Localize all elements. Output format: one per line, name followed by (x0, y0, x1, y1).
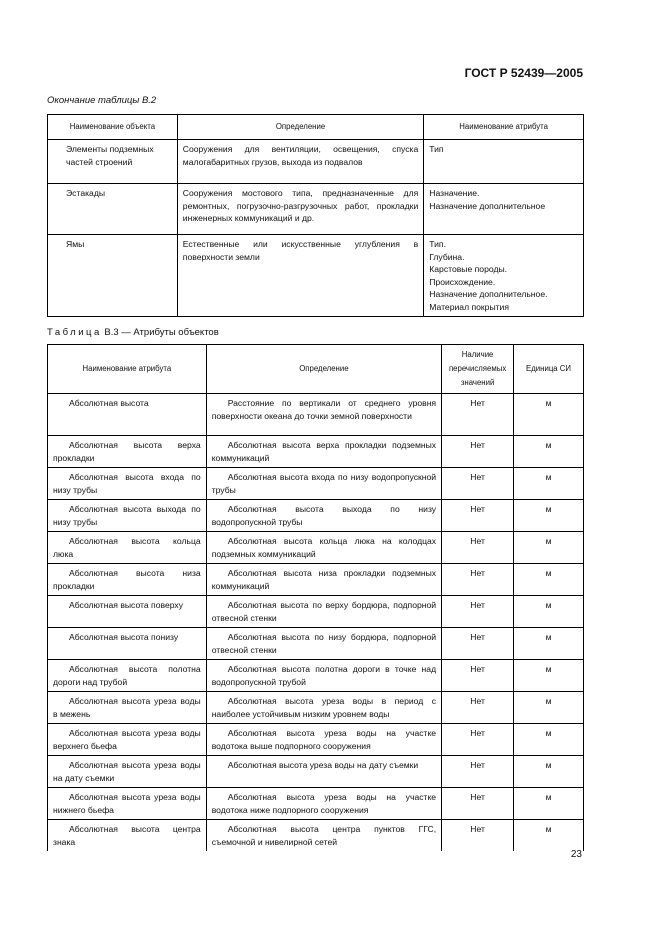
table-row (48, 436, 584, 468)
table-row (48, 235, 584, 317)
table-row (48, 394, 584, 436)
attribute-names: Тип. Глубина. Карстовые породы. Происхождение. Назначение дополнительное. Материал покрытия (424, 235, 584, 317)
enumeration-flag: Нет (442, 692, 514, 724)
si-unit: м (514, 532, 584, 564)
table-b2-caption: Окончание таблицы В.2 (47, 95, 157, 106)
column-header: Определение (177, 115, 423, 140)
attribute-name: Абсолютная высота (48, 394, 207, 436)
attribute-definition: Абсолютная высота низа прокладки подземных коммуникаций (206, 564, 441, 596)
attribute-definition: Абсолютная высота входа по низу водопропускной трубы (206, 468, 441, 500)
table-row (48, 660, 584, 692)
si-unit: м (514, 692, 584, 724)
attribute-definition: Расстояние по вертикали от среднего уровня поверхности океана до точки земной поверхности (206, 394, 441, 436)
table-row (48, 788, 584, 820)
si-unit: м (514, 394, 584, 436)
enumeration-flag: Нет (442, 436, 514, 468)
attribute-name: Абсолютная высота центра знака (48, 820, 207, 852)
table-b3-caption-title: В.3 — Атрибуты объектов (104, 327, 219, 338)
attribute-definition: Абсолютная высота по низу бордюра, подпорной отвесной стенки (206, 628, 441, 660)
column-header: Наименование объекта (48, 115, 178, 140)
attribute-name: Абсолютная высота уреза воды на дату съемки (48, 756, 207, 788)
object-name: Ямы (48, 235, 178, 317)
column-header: Наименование атрибута (424, 115, 584, 140)
enumeration-flag: Нет (442, 820, 514, 852)
si-unit: м (514, 788, 584, 820)
attribute-name: Абсолютная высота полотна дороги над трубой (48, 660, 207, 692)
attribute-definition: Абсолютная высота кольца люка на колодцах подземных коммуникаций (206, 532, 441, 564)
attribute-name: Абсолютная высота понизу (48, 628, 207, 660)
attribute-definition: Абсолютная высота уреза воды на участке водотока ниже подпорного сооружения (206, 788, 441, 820)
table-row (48, 820, 584, 852)
attribute-name: Абсолютная высота верха прокладки (48, 436, 207, 468)
attribute-names: Тип (424, 140, 584, 184)
enumeration-flag: Нет (442, 532, 514, 564)
attribute-name: Абсолютная высота входа по низу трубы (48, 468, 207, 500)
table-row (48, 184, 584, 235)
attribute-name: Абсолютная высота выхода по низу трубы (48, 500, 207, 532)
table-row (48, 500, 584, 532)
table-b3-caption (47, 327, 219, 338)
attribute-name: Абсолютная высота уреза воды верхнего бьефа (48, 724, 207, 756)
attribute-definition: Абсолютная высота полотна дороги в точке над водопропускной трубой (206, 660, 441, 692)
column-header: Единица СИ (514, 345, 584, 394)
enumeration-flag: Нет (442, 756, 514, 788)
object-name: Эстакады (48, 184, 178, 235)
table-row (48, 468, 584, 500)
enumeration-flag: Нет (442, 564, 514, 596)
si-unit: м (514, 564, 584, 596)
attribute-definition: Абсолютная высота уреза воды в период с наиболее устойчивым низким уровнем воды (206, 692, 441, 724)
object-name: Элементы подземных частей строений (48, 140, 178, 184)
enumeration-flag: Нет (442, 468, 514, 500)
enumeration-flag: Нет (442, 394, 514, 436)
attribute-name: Абсолютная высота поверху (48, 596, 207, 628)
si-unit: м (514, 596, 584, 628)
si-unit: м (514, 820, 584, 852)
attribute-names: Назначение. Назначение дополнительное (424, 184, 584, 235)
si-unit: м (514, 468, 584, 500)
si-unit: м (514, 756, 584, 788)
si-unit: м (514, 724, 584, 756)
enumeration-flag: Нет (442, 788, 514, 820)
object-definition: Сооружения мостового типа, предназначенные для ремонтных, погрузочно-разгрузочных работ, прокладки инженерных коммуникаций и др. (177, 184, 423, 235)
si-unit: м (514, 500, 584, 532)
table-header-row (48, 115, 584, 140)
attribute-definition: Абсолютная высота верха прокладки подземных коммуникаций (206, 436, 441, 468)
enumeration-flag: Нет (442, 500, 514, 532)
enumeration-flag: Нет (442, 596, 514, 628)
table-row (48, 756, 584, 788)
attribute-name: Абсолютная высота уреза воды в межень (48, 692, 207, 724)
table-row (48, 140, 584, 184)
column-header: Наличие перечисляемых значений (442, 345, 514, 394)
enumeration-flag: Нет (442, 628, 514, 660)
table-row (48, 724, 584, 756)
object-definition: Естественные или искусственные углубления в поверхности земли (177, 235, 423, 317)
si-unit: м (514, 628, 584, 660)
table-b2 (47, 114, 584, 317)
attribute-name: Абсолютная высота низа прокладки (48, 564, 207, 596)
attribute-definition: Абсолютная высота по верху бордюра, подпорной отвесной стенки (206, 596, 441, 628)
attribute-name: Абсолютная высота кольца люка (48, 532, 207, 564)
table-row (48, 564, 584, 596)
page-number: 23 (570, 849, 582, 860)
table-row (48, 532, 584, 564)
attribute-definition: Абсолютная высота выхода по низу водопропускной трубы (206, 500, 441, 532)
table-row (48, 692, 584, 724)
table-header-row (48, 345, 584, 394)
table-row (48, 596, 584, 628)
si-unit: м (514, 436, 584, 468)
object-definition: Сооружения для вентиляции, освещения, спуска малогабаритных грузов, выхода из подвалов (177, 140, 423, 184)
attribute-definition: Абсолютная высота уреза воды на участке водотока выше подпорного сооружения (206, 724, 441, 756)
column-header: Определение (206, 345, 441, 394)
attribute-definition: Абсолютная высота центра пунктов ГГС, съемочной и нивелирной сетей (206, 820, 441, 852)
table-b3 (47, 344, 584, 851)
document-code: ГОСТ Р 52439—2005 (464, 66, 583, 80)
column-header: Наименование атрибута (48, 345, 207, 394)
attribute-definition: Абсолютная высота уреза воды на дату съемки (206, 756, 441, 788)
enumeration-flag: Нет (442, 660, 514, 692)
attribute-name: Абсолютная высота уреза воды нижнего бьефа (48, 788, 207, 820)
si-unit: м (514, 660, 584, 692)
enumeration-flag: Нет (442, 724, 514, 756)
table-b3-caption-label: Таблица (47, 327, 102, 338)
table-row (48, 628, 584, 660)
